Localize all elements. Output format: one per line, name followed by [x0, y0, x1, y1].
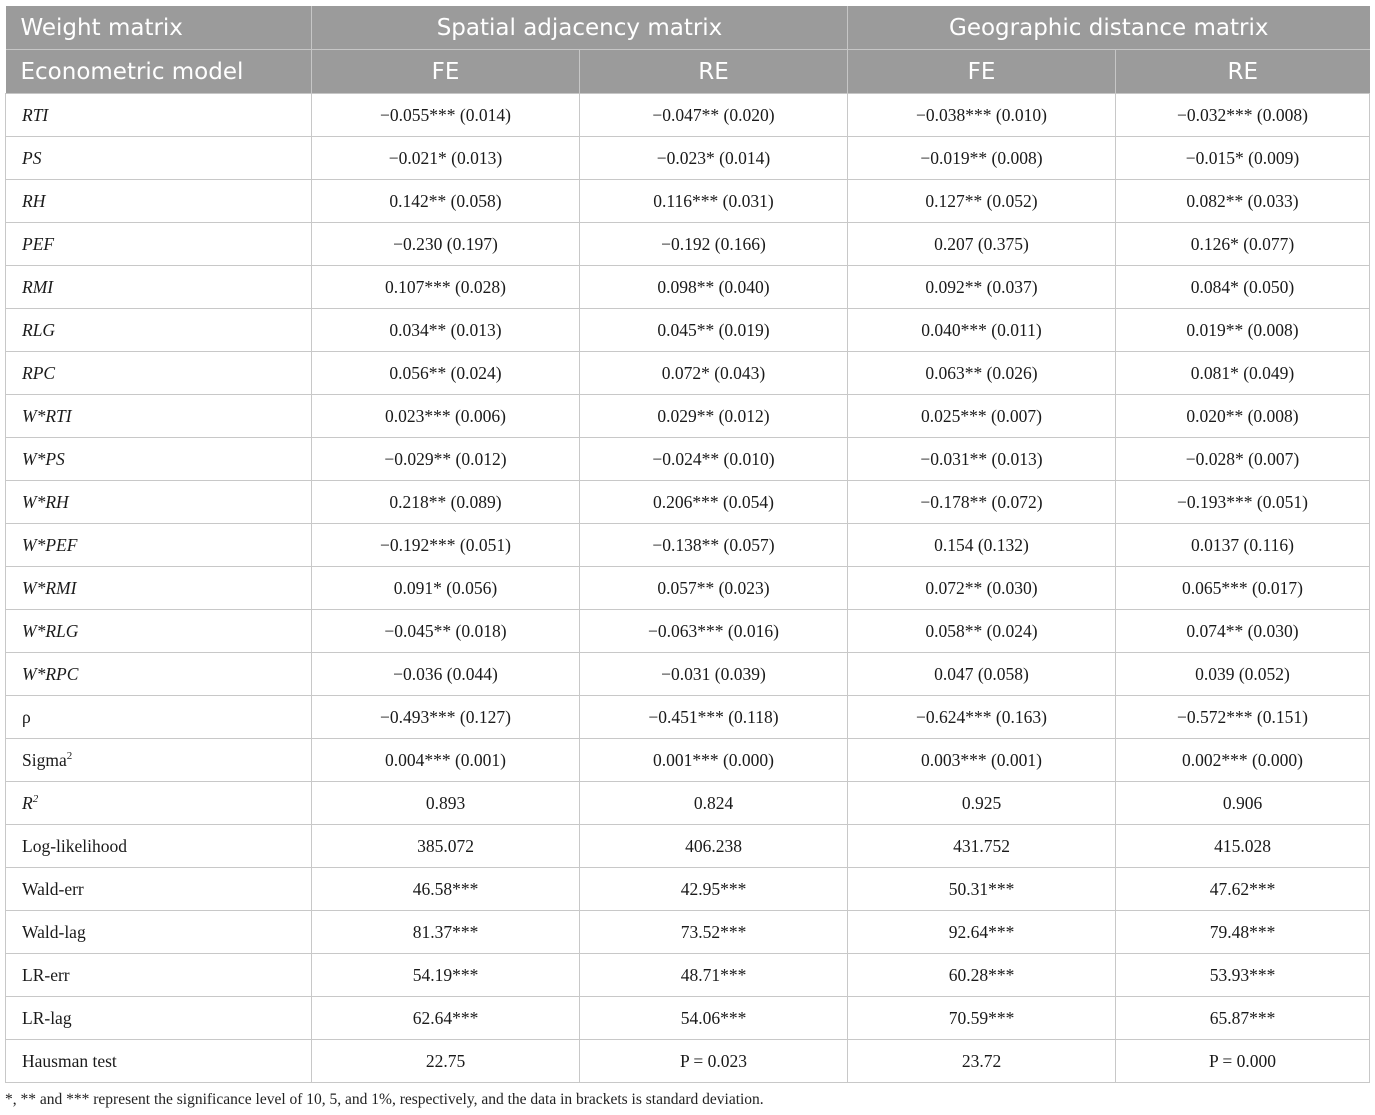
table-cell: 0.057** (0.023): [580, 567, 848, 610]
table-cell: 0.127** (0.052): [848, 180, 1116, 223]
row-label: [6, 868, 312, 911]
row-label-text: W*RTI: [22, 405, 72, 426]
table-cell: 0.091* (0.056): [312, 567, 580, 610]
table-cell: 60.28***: [848, 954, 1116, 997]
table-cell: 92.64***: [848, 911, 1116, 954]
table-footnote: [5, 1091, 764, 1109]
table-cell: 0.142** (0.058): [312, 180, 580, 223]
row-label-text: Wald-lag: [22, 921, 86, 942]
table-cell: −0.047** (0.020): [580, 94, 848, 137]
row-label-text: W*PS: [22, 448, 65, 469]
table-cell: 79.48***: [1116, 911, 1370, 954]
table-cell: −0.138** (0.057): [580, 524, 848, 567]
table-row: [6, 567, 1370, 610]
row-label-text: RPC: [22, 362, 56, 383]
table-cell: 0.906: [1116, 782, 1370, 825]
header-spatial-adjacency: Spatial adjacency matrix: [312, 6, 848, 50]
table-cell: 0.019** (0.008): [1116, 309, 1370, 352]
table-cell: 406.238: [580, 825, 848, 868]
table-cell: 0.047 (0.058): [848, 653, 1116, 696]
table-cell: 0.034** (0.013): [312, 309, 580, 352]
row-label: [6, 911, 312, 954]
row-label-text: Hausman test: [22, 1050, 117, 1071]
table-row: [6, 1040, 1370, 1083]
row-label: [6, 352, 312, 395]
table-cell: −0.055*** (0.014): [312, 94, 580, 137]
table-row: [6, 868, 1370, 911]
header-geo-fe: FE: [848, 50, 1116, 94]
table-cell: 0.039 (0.052): [1116, 653, 1370, 696]
table-row: [6, 223, 1370, 266]
row-label: [6, 997, 312, 1040]
table-cell: 415.028: [1116, 825, 1370, 868]
row-label-text: LR-lag: [22, 1007, 72, 1028]
row-label-superscript: 2: [66, 749, 73, 762]
table-cell: 0.084* (0.050): [1116, 266, 1370, 309]
table-cell: −0.178** (0.072): [848, 481, 1116, 524]
row-label-text: R: [22, 792, 33, 813]
row-label-text: RMI: [22, 276, 54, 297]
table-cell: −0.023* (0.014): [580, 137, 848, 180]
table-cell: 0.893: [312, 782, 580, 825]
table-cell: 0.218** (0.089): [312, 481, 580, 524]
table-cell: −0.028* (0.007): [1116, 438, 1370, 481]
table-cell: 65.87***: [1116, 997, 1370, 1040]
row-label-text: PS: [22, 147, 42, 168]
table-row: [6, 997, 1370, 1040]
header-row-weight-matrix: [6, 6, 1370, 50]
header-row-model: [6, 50, 1370, 94]
row-label-text: W*RH: [22, 491, 69, 512]
row-label-superscript: 2: [32, 792, 39, 805]
row-label-text: Wald-err: [22, 878, 84, 899]
table-cell: −0.015* (0.009): [1116, 137, 1370, 180]
table-cell: −0.230 (0.197): [312, 223, 580, 266]
row-label-text: W*RMI: [22, 577, 77, 598]
table-cell: 0.0137 (0.116): [1116, 524, 1370, 567]
table-cell: 42.95***: [580, 868, 848, 911]
table-cell: 54.19***: [312, 954, 580, 997]
row-label-text: ρ: [22, 706, 31, 727]
table-cell: 0.072** (0.030): [848, 567, 1116, 610]
table-cell: 0.074** (0.030): [1116, 610, 1370, 653]
table-cell: 54.06***: [580, 997, 848, 1040]
table-cell: −0.024** (0.010): [580, 438, 848, 481]
regression-table-container: [5, 6, 1369, 1083]
table-row: [6, 481, 1370, 524]
table-cell: 0.063** (0.026): [848, 352, 1116, 395]
row-label: [6, 653, 312, 696]
table-cell: 0.082** (0.033): [1116, 180, 1370, 223]
table-row: [6, 94, 1370, 137]
row-label-text: RTI: [22, 104, 49, 125]
row-label: [6, 782, 312, 825]
row-label-text: RLG: [22, 319, 56, 340]
header-adj-re: RE: [580, 50, 848, 94]
table-cell: −0.031** (0.013): [848, 438, 1116, 481]
table-cell: 0.081* (0.049): [1116, 352, 1370, 395]
table-cell: 0.004*** (0.001): [312, 739, 580, 782]
table-cell: 53.93***: [1116, 954, 1370, 997]
table-row: [6, 954, 1370, 997]
table-cell: −0.572*** (0.151): [1116, 696, 1370, 739]
table-cell: −0.038*** (0.010): [848, 94, 1116, 137]
table-cell: 23.72: [848, 1040, 1116, 1083]
row-label: [6, 223, 312, 266]
table-cell: −0.031 (0.039): [580, 653, 848, 696]
table-cell: 0.045** (0.019): [580, 309, 848, 352]
table-cell: 73.52***: [580, 911, 848, 954]
table-cell: 0.092** (0.037): [848, 266, 1116, 309]
row-label: [6, 266, 312, 309]
row-label: [6, 696, 312, 739]
table-cell: −0.036 (0.044): [312, 653, 580, 696]
row-label: [6, 395, 312, 438]
table-cell: 0.824: [580, 782, 848, 825]
row-label: [6, 94, 312, 137]
table-cell: 0.116*** (0.031): [580, 180, 848, 223]
footnote-marks: *, ** and ***: [5, 1091, 90, 1108]
table-cell: 0.056** (0.024): [312, 352, 580, 395]
table-cell: 0.058** (0.024): [848, 610, 1116, 653]
header-econometric-model: Econometric model: [6, 50, 312, 94]
table-row: [6, 610, 1370, 653]
row-label-text: W*RPC: [22, 663, 79, 684]
table-cell: −0.193*** (0.051): [1116, 481, 1370, 524]
row-label-text: Log-likelihood: [22, 835, 127, 856]
table-row: [6, 696, 1370, 739]
table-row: [6, 911, 1370, 954]
row-label-text: PEF: [22, 233, 55, 254]
table-cell: 0.072* (0.043): [580, 352, 848, 395]
table-cell: 0.154 (0.132): [848, 524, 1116, 567]
table-row: [6, 438, 1370, 481]
header-adj-fe: FE: [312, 50, 580, 94]
table-cell: 0.025*** (0.007): [848, 395, 1116, 438]
table-cell: 385.072: [312, 825, 580, 868]
table-row: [6, 739, 1370, 782]
table-cell: 50.31***: [848, 868, 1116, 911]
table-cell: 70.59***: [848, 997, 1116, 1040]
row-label: [6, 954, 312, 997]
table-cell: P = 0.000: [1116, 1040, 1370, 1083]
table-cell: 46.58***: [312, 868, 580, 911]
row-label-text: RH: [22, 190, 46, 211]
table-cell: 62.64***: [312, 997, 580, 1040]
regression-results-table: [5, 6, 1370, 1083]
table-cell: 22.75: [312, 1040, 580, 1083]
table-cell: −0.029** (0.012): [312, 438, 580, 481]
table-row: [6, 653, 1370, 696]
table-row: [6, 266, 1370, 309]
table-row: [6, 352, 1370, 395]
row-label: [6, 438, 312, 481]
table-cell: −0.624*** (0.163): [848, 696, 1116, 739]
table-cell: 0.002*** (0.000): [1116, 739, 1370, 782]
table-cell: 0.098** (0.040): [580, 266, 848, 309]
table-cell: P = 0.023: [580, 1040, 848, 1083]
table-cell: −0.032*** (0.008): [1116, 94, 1370, 137]
header-geo-re: RE: [1116, 50, 1370, 94]
table-row: [6, 395, 1370, 438]
table-cell: −0.192*** (0.051): [312, 524, 580, 567]
row-label-text: Sigma: [22, 749, 67, 770]
table-cell: 0.107*** (0.028): [312, 266, 580, 309]
table-row: [6, 137, 1370, 180]
table-cell: 0.925: [848, 782, 1116, 825]
row-label: [6, 180, 312, 223]
table-cell: −0.192 (0.166): [580, 223, 848, 266]
table-cell: 0.206*** (0.054): [580, 481, 848, 524]
table-cell: 0.003*** (0.001): [848, 739, 1116, 782]
row-label: [6, 825, 312, 868]
table-row: [6, 180, 1370, 223]
row-label: [6, 567, 312, 610]
table-cell: 81.37***: [312, 911, 580, 954]
table-cell: 0.040*** (0.011): [848, 309, 1116, 352]
table-row: [6, 309, 1370, 352]
header-geographic-distance: Geographic distance matrix: [848, 6, 1370, 50]
table-cell: −0.063*** (0.016): [580, 610, 848, 653]
table-cell: −0.045** (0.018): [312, 610, 580, 653]
row-label: [6, 524, 312, 567]
header-weight-matrix: Weight matrix: [6, 6, 312, 50]
row-label: [6, 309, 312, 352]
table-cell: 0.126* (0.077): [1116, 223, 1370, 266]
table-cell: −0.451*** (0.118): [580, 696, 848, 739]
table-row: [6, 825, 1370, 868]
table-row: [6, 782, 1370, 825]
table-cell: 0.029** (0.012): [580, 395, 848, 438]
row-label-text: LR-err: [22, 964, 70, 985]
footnote-text: represent the significance level of 10, 5, and 1%, respectively, and the data in brackets is standard deviation.: [89, 1091, 764, 1108]
row-label: [6, 739, 312, 782]
table-cell: −0.493*** (0.127): [312, 696, 580, 739]
row-label: [6, 137, 312, 180]
table-cell: 0.023*** (0.006): [312, 395, 580, 438]
row-label: [6, 610, 312, 653]
table-cell: 0.001*** (0.000): [580, 739, 848, 782]
table-cell: −0.019** (0.008): [848, 137, 1116, 180]
row-label: [6, 481, 312, 524]
row-label-text: W*RLG: [22, 620, 79, 641]
table-cell: 0.207 (0.375): [848, 223, 1116, 266]
table-cell: 431.752: [848, 825, 1116, 868]
table-cell: 0.020** (0.008): [1116, 395, 1370, 438]
row-label-text: W*PEF: [22, 534, 78, 555]
table-body: [6, 94, 1370, 1083]
table-cell: 48.71***: [580, 954, 848, 997]
table-cell: 0.065*** (0.017): [1116, 567, 1370, 610]
table-row: [6, 524, 1370, 567]
table-header: [6, 6, 1370, 94]
row-label: [6, 1040, 312, 1083]
table-cell: −0.021* (0.013): [312, 137, 580, 180]
table-cell: 47.62***: [1116, 868, 1370, 911]
